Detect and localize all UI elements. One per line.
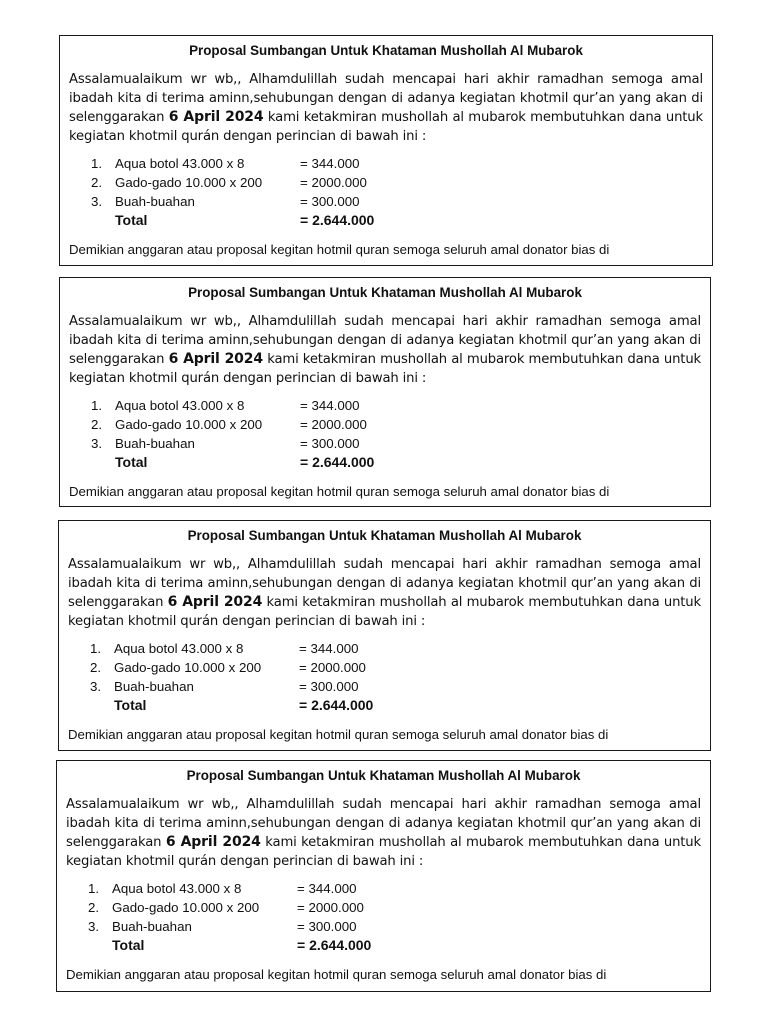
- expense-item: [88, 879, 701, 898]
- item-value: = 2000.000: [297, 900, 364, 915]
- expense-item: [88, 898, 701, 917]
- proposal-title: Proposal Sumbangan Untuk Khataman Mushollah Al Mubarok: [186, 768, 581, 783]
- proposal-card-3: [58, 520, 711, 751]
- item-value: = 344.000: [297, 881, 357, 896]
- proposal-card-1: [59, 35, 713, 266]
- closing-text: Demikian anggaran atau proposal kegitan hotmil quran semoga seluruh amal donator bias di: [68, 727, 609, 742]
- total-label: Total: [115, 454, 148, 470]
- event-date: 6 April 2024: [168, 109, 264, 125]
- total-row: [91, 211, 703, 230]
- item-number: 1.: [88, 881, 100, 896]
- proposal-card-2: [59, 277, 711, 507]
- intro-text-after: kami ketakmiran mushollah al mubarok membutuhkan dana untuk kegiatan khotmil qurán dengan perincian di bawah ini :: [69, 110, 703, 144]
- item-number: 2.: [88, 900, 100, 915]
- item-name: Aqua botol 43.000 x 8: [114, 641, 244, 656]
- item-name: Buah-buahan: [115, 194, 195, 209]
- proposal-title: Proposal Sumbangan Untuk Khataman Mushollah Al Mubarok: [189, 43, 583, 58]
- total-value: = 2.644.000: [300, 212, 375, 228]
- intro-text-before: Assalamualaikum wr wb,, Alhamdulillah sudah mencapai hari akhir ramadhan semoga amal ibadah kita di terima aminn,sehubungan dengan di adanya kegiatan khotmil qur’an yang akan di selenggarakan: [69, 72, 703, 125]
- total-value: = 2.644.000: [299, 697, 374, 713]
- item-value: = 2000.000: [300, 175, 367, 190]
- item-name: Aqua botol 43.000 x 8: [115, 156, 245, 171]
- item-value: = 300.000: [299, 679, 359, 694]
- expense-item: [90, 677, 701, 696]
- item-number: 3.: [91, 436, 103, 451]
- item-number: 2.: [91, 175, 103, 190]
- proposal-intro: [66, 795, 701, 871]
- item-number: 2.: [91, 417, 103, 432]
- item-value: = 300.000: [300, 194, 360, 209]
- expense-item: [90, 639, 701, 658]
- total-label: Total: [112, 937, 145, 953]
- item-value: = 344.000: [300, 398, 360, 413]
- proposal-intro: [68, 555, 701, 631]
- item-number: 1.: [90, 641, 102, 656]
- intro-text-before: Assalamualaikum wr wb,, Alhamdulillah sudah mencapai hari akhir ramadhan semoga amal ibadah kita di terima aminn,sehubungan dengan di adanya kegiatan khotmil qur’an yang akan di selenggarakan: [68, 557, 701, 610]
- intro-text-after: kami ketakmiran mushollah al mubarok membutuhkan dana untuk kegiatan khotmil qurán dengan perincian di bawah ini :: [68, 595, 701, 629]
- expense-item: [91, 415, 701, 434]
- item-name: Gado-gado 10.000 x 200: [112, 900, 260, 915]
- item-name: Buah-buahan: [115, 436, 195, 451]
- item-name: Buah-buahan: [114, 679, 194, 694]
- item-number: 3.: [90, 679, 102, 694]
- intro-text-after: kami ketakmiran mushollah al mubarok membutuhkan dana untuk kegiatan khotmil qurán dengan perincian di bawah ini :: [69, 352, 702, 386]
- proposal-title: Proposal Sumbangan Untuk Khataman Mushollah Al Mubarok: [187, 528, 582, 543]
- total-label: Total: [115, 212, 148, 228]
- closing-text: Demikian anggaran atau proposal kegitan hotmil quran semoga seluruh amal donator bias di: [69, 242, 610, 257]
- expense-item: [91, 154, 703, 173]
- closing-text: Demikian anggaran atau proposal kegitan hotmil quran semoga seluruh amal donator bias di: [66, 967, 607, 982]
- proposal-intro: [69, 70, 703, 146]
- total-value: = 2.644.000: [300, 454, 375, 470]
- expense-list: [69, 396, 701, 472]
- event-date: 6 April 2024: [168, 351, 263, 367]
- total-row: [91, 453, 701, 472]
- event-date: 6 April 2024: [165, 834, 261, 850]
- expense-item: [88, 917, 701, 936]
- item-value: = 2000.000: [299, 660, 366, 675]
- expense-list: [66, 879, 701, 955]
- total-row: [88, 936, 701, 955]
- total-value: = 2.644.000: [297, 937, 372, 953]
- intro-text-before: Assalamualaikum wr wb,, Alhamdulillah sudah mencapai hari akhir ramadhan semoga amal ibadah kita di terima aminn,sehubungan dengan di adanya kegiatan khotmil qur’an yang akan di selenggarakan: [66, 797, 701, 850]
- item-name: Buah-buahan: [112, 919, 192, 934]
- proposal-intro: [69, 312, 701, 388]
- item-value: = 344.000: [299, 641, 359, 656]
- item-name: Aqua botol 43.000 x 8: [112, 881, 242, 896]
- item-number: 3.: [88, 919, 100, 934]
- closing-text: Demikian anggaran atau proposal kegitan hotmil quran semoga seluruh amal donator bias di: [69, 484, 610, 499]
- item-number: 1.: [91, 398, 103, 413]
- item-number: 1.: [91, 156, 103, 171]
- expense-item: [91, 396, 701, 415]
- expense-list: [68, 639, 701, 715]
- item-number: 2.: [90, 660, 102, 675]
- intro-text-before: Assalamualaikum wr wb,, Alhamdulillah sudah mencapai hari akhir ramadhan semoga amal ibadah kita di terima aminn,sehubungan dengan di adanya kegiatan khotmil qur’an yang akan di selenggarakan: [69, 314, 701, 367]
- expense-item: [91, 173, 703, 192]
- intro-text-after: kami ketakmiran mushollah al mubarok membutuhkan dana untuk kegiatan khotmil qurán dengan perincian di bawah ini :: [66, 835, 702, 869]
- proposal-card-4: [56, 760, 711, 992]
- item-name: Gado-gado 10.000 x 200: [115, 175, 263, 190]
- expense-item: [91, 192, 703, 211]
- item-name: Gado-gado 10.000 x 200: [115, 417, 263, 432]
- expense-item: [90, 658, 701, 677]
- item-value: = 300.000: [297, 919, 357, 934]
- item-name: Gado-gado 10.000 x 200: [114, 660, 262, 675]
- item-value: = 300.000: [300, 436, 360, 451]
- expense-list: [69, 154, 703, 230]
- item-value: = 2000.000: [300, 417, 367, 432]
- item-number: 3.: [91, 194, 103, 209]
- total-row: [90, 696, 701, 715]
- event-date: 6 April 2024: [167, 594, 263, 610]
- item-name: Aqua botol 43.000 x 8: [115, 398, 245, 413]
- proposal-title: Proposal Sumbangan Untuk Khataman Mushollah Al Mubarok: [188, 285, 582, 300]
- item-value: = 344.000: [300, 156, 360, 171]
- total-label: Total: [114, 697, 147, 713]
- expense-item: [91, 434, 701, 453]
